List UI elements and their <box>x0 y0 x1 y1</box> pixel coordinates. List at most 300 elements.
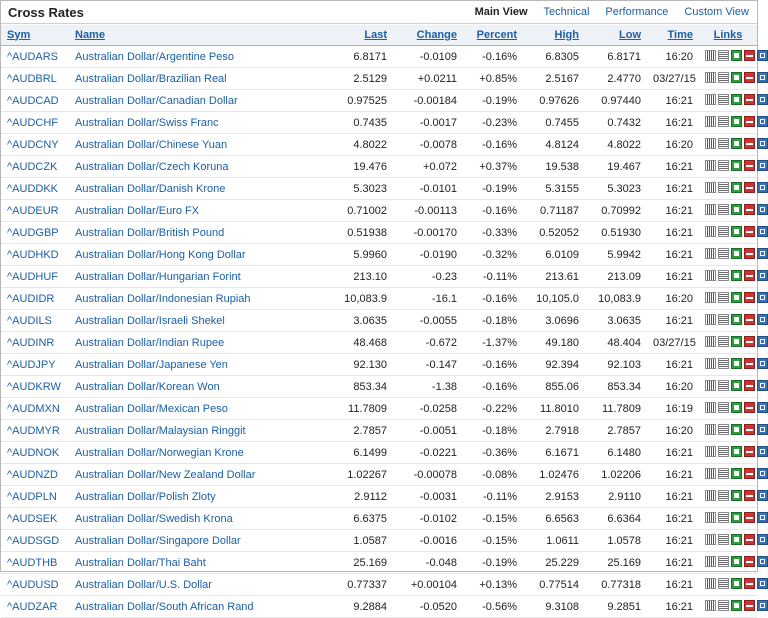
cell-last: 48.468 <box>327 332 393 354</box>
cell-symbol[interactable] <box>1 442 69 464</box>
name-link[interactable]: Australian Dollar/Hong Kong Dollar <box>75 248 246 261</box>
cell-symbol[interactable] <box>1 552 69 574</box>
symbol-link[interactable]: ^AUDZAR <box>7 600 58 613</box>
quote-green-icon[interactable] <box>731 578 742 589</box>
cell-high: 25.229 <box>523 552 585 574</box>
cell-low: 19.467 <box>585 156 647 178</box>
options-blue-icon[interactable] <box>757 94 768 105</box>
news-icon[interactable] <box>718 512 729 523</box>
chart-icon[interactable] <box>705 116 716 127</box>
alert-red-icon[interactable] <box>744 292 755 303</box>
news-icon[interactable] <box>718 270 729 281</box>
news-icon[interactable] <box>718 116 729 127</box>
cell-low: 92.103 <box>585 354 647 376</box>
name-link[interactable]: Australian Dollar/British Pound <box>75 226 225 239</box>
news-icon[interactable] <box>718 380 729 391</box>
view-tab-custom-view[interactable]: Custom View <box>684 6 749 18</box>
quote-green-icon[interactable] <box>731 534 742 545</box>
name-link[interactable]: Australian Dollar/Polish Zloty <box>75 490 216 503</box>
options-blue-icon[interactable] <box>757 512 768 523</box>
alert-red-icon[interactable] <box>744 314 755 325</box>
view-tab-technical[interactable]: Technical <box>543 6 590 18</box>
cell-links <box>699 464 757 486</box>
name-link[interactable]: Australian Dollar/Malaysian Ringgit <box>75 424 246 437</box>
name-link[interactable]: Australian Dollar/Indian Rupee <box>75 336 225 349</box>
quote-green-icon[interactable] <box>731 270 742 281</box>
news-icon[interactable] <box>718 226 729 237</box>
cell-last: 0.51938 <box>327 222 393 244</box>
quote-green-icon[interactable] <box>731 358 742 369</box>
column-header-links[interactable] <box>699 25 757 46</box>
symbol-link[interactable]: ^AUDINR <box>7 336 55 349</box>
link-icon-set <box>705 182 768 193</box>
chart-icon[interactable] <box>705 72 716 83</box>
column-header-name[interactable] <box>69 25 327 46</box>
symbol-link[interactable]: ^AUDNZD <box>7 468 58 481</box>
options-blue-icon[interactable] <box>757 204 768 215</box>
news-icon[interactable] <box>718 534 729 545</box>
cell-name[interactable] <box>69 134 327 156</box>
cell-percent: -0.36% <box>463 442 523 464</box>
symbol-link[interactable]: ^AUDDKK <box>7 182 59 195</box>
quote-green-icon[interactable] <box>731 72 742 83</box>
column-header-high[interactable] <box>523 25 585 46</box>
chart-icon[interactable] <box>705 556 716 567</box>
column-header-time[interactable] <box>647 25 699 46</box>
news-icon[interactable] <box>718 556 729 567</box>
chart-icon[interactable] <box>705 138 716 149</box>
cell-change: -0.0031 <box>393 486 463 508</box>
alert-red-icon[interactable] <box>744 226 755 237</box>
options-blue-icon[interactable] <box>757 402 768 413</box>
chart-icon[interactable] <box>705 204 716 215</box>
alert-red-icon[interactable] <box>744 578 755 589</box>
alert-red-icon[interactable] <box>744 380 755 391</box>
table-row <box>1 266 757 288</box>
cell-symbol[interactable] <box>1 596 69 618</box>
table-header-row <box>1 25 757 46</box>
symbol-link[interactable]: ^AUDBRL <box>7 72 57 85</box>
cell-symbol[interactable] <box>1 134 69 156</box>
link-icon-set <box>705 512 768 523</box>
alert-red-icon[interactable] <box>744 468 755 479</box>
options-blue-icon[interactable] <box>757 600 768 611</box>
name-link[interactable]: Australian Dollar/Mexican Peso <box>75 402 228 415</box>
news-icon[interactable] <box>718 402 729 413</box>
alert-red-icon[interactable] <box>744 446 755 457</box>
options-blue-icon[interactable] <box>757 336 768 347</box>
name-link[interactable]: Australian Dollar/Danish Krone <box>75 182 226 195</box>
alert-red-icon[interactable] <box>744 336 755 347</box>
cell-low: 1.0578 <box>585 530 647 552</box>
alert-red-icon[interactable] <box>744 402 755 413</box>
quote-green-icon[interactable] <box>731 204 742 215</box>
options-blue-icon[interactable] <box>757 424 768 435</box>
options-blue-icon[interactable] <box>757 182 768 193</box>
name-link[interactable]: Australian Dollar/Czech Koruna <box>75 160 229 173</box>
chart-icon[interactable] <box>705 534 716 545</box>
cell-name[interactable] <box>69 178 327 200</box>
symbol-link[interactable]: ^AUDMYR <box>7 424 60 437</box>
cell-name[interactable] <box>69 112 327 134</box>
name-link[interactable]: Australian Dollar/Canadian Dollar <box>75 94 238 107</box>
alert-red-icon[interactable] <box>744 358 755 369</box>
quote-green-icon[interactable] <box>731 380 742 391</box>
column-header-low[interactable] <box>585 25 647 46</box>
name-link[interactable]: Australian Dollar/Swedish Krona <box>75 512 233 525</box>
cell-links <box>699 134 757 156</box>
cell-name[interactable] <box>69 46 327 68</box>
cell-name[interactable] <box>69 200 327 222</box>
options-blue-icon[interactable] <box>757 534 768 545</box>
cell-name[interactable] <box>69 486 327 508</box>
chart-icon[interactable] <box>705 292 716 303</box>
cell-name[interactable] <box>69 354 327 376</box>
quote-green-icon[interactable] <box>731 446 742 457</box>
cell-name[interactable] <box>69 596 327 618</box>
cell-symbol[interactable] <box>1 354 69 376</box>
cell-change: -0.0055 <box>393 310 463 332</box>
chart-icon[interactable] <box>705 182 716 193</box>
cell-symbol[interactable] <box>1 332 69 354</box>
quote-green-icon[interactable] <box>731 314 742 325</box>
name-link[interactable]: Australian Dollar/Norwegian Krone <box>75 446 244 459</box>
cell-symbol[interactable] <box>1 90 69 112</box>
chart-icon[interactable] <box>705 270 716 281</box>
news-icon[interactable] <box>718 94 729 105</box>
symbol-link[interactable]: ^AUDILS <box>7 314 52 327</box>
cell-percent: -0.16% <box>463 354 523 376</box>
cell-symbol[interactable] <box>1 112 69 134</box>
chart-icon[interactable] <box>705 226 716 237</box>
cell-name[interactable] <box>69 376 327 398</box>
options-blue-icon[interactable] <box>757 50 768 61</box>
quote-green-icon[interactable] <box>731 160 742 171</box>
options-blue-icon[interactable] <box>757 490 768 501</box>
cell-name[interactable] <box>69 508 327 530</box>
cell-name[interactable] <box>69 222 327 244</box>
alert-red-icon[interactable] <box>744 160 755 171</box>
cell-low: 1.02206 <box>585 464 647 486</box>
cell-symbol[interactable] <box>1 222 69 244</box>
news-icon[interactable] <box>718 248 729 259</box>
cell-low: 25.169 <box>585 552 647 574</box>
news-icon[interactable] <box>718 424 729 435</box>
alert-red-icon[interactable] <box>744 72 755 83</box>
chart-icon[interactable] <box>705 600 716 611</box>
symbol-link[interactable]: ^AUDJPY <box>7 358 56 371</box>
quote-green-icon[interactable] <box>731 336 742 347</box>
alert-red-icon[interactable] <box>744 204 755 215</box>
quote-green-icon[interactable] <box>731 424 742 435</box>
symbol-link[interactable]: ^AUDARS <box>7 50 59 63</box>
quote-green-icon[interactable] <box>731 138 742 149</box>
cell-name[interactable] <box>69 420 327 442</box>
chart-icon[interactable] <box>705 402 716 413</box>
link-icon-set <box>705 314 768 325</box>
symbol-link[interactable]: ^AUDCNY <box>7 138 59 151</box>
cell-last: 0.77337 <box>327 574 393 596</box>
cell-high: 9.3108 <box>523 596 585 618</box>
cell-low: 0.7432 <box>585 112 647 134</box>
options-blue-icon[interactable] <box>757 314 768 325</box>
name-link[interactable]: Australian Dollar/South African Rand <box>75 600 254 613</box>
cell-symbol[interactable] <box>1 486 69 508</box>
name-link[interactable]: Australian Dollar/Argentine Peso <box>75 50 234 63</box>
cell-name[interactable] <box>69 244 327 266</box>
options-blue-icon[interactable] <box>757 116 768 127</box>
chart-icon[interactable] <box>705 50 716 61</box>
name-link[interactable]: Australian Dollar/Israeli Shekel <box>75 314 225 327</box>
cell-percent: -0.19% <box>463 178 523 200</box>
cell-links <box>699 244 757 266</box>
symbol-link[interactable]: ^AUDIDR <box>7 292 55 305</box>
options-blue-icon[interactable] <box>757 468 768 479</box>
column-header-percent[interactable] <box>463 25 523 46</box>
column-header-change[interactable] <box>393 25 463 46</box>
options-blue-icon[interactable] <box>757 556 768 567</box>
cell-symbol[interactable] <box>1 376 69 398</box>
symbol-link[interactable]: ^AUDSEK <box>7 512 58 525</box>
cell-symbol[interactable] <box>1 310 69 332</box>
cell-name[interactable] <box>69 552 327 574</box>
quote-green-icon[interactable] <box>731 556 742 567</box>
cell-high: 6.8305 <box>523 46 585 68</box>
symbol-link[interactable]: ^AUDKRW <box>7 380 61 393</box>
options-blue-icon[interactable] <box>757 226 768 237</box>
news-icon[interactable] <box>718 578 729 589</box>
column-header-label: Percent <box>476 28 517 41</box>
cell-last: 0.97525 <box>327 90 393 112</box>
news-icon[interactable] <box>718 50 729 61</box>
chart-icon[interactable] <box>705 512 716 523</box>
news-icon[interactable] <box>718 314 729 325</box>
cell-name[interactable] <box>69 464 327 486</box>
cell-symbol[interactable] <box>1 46 69 68</box>
cell-symbol[interactable] <box>1 68 69 90</box>
chart-icon[interactable] <box>705 446 716 457</box>
table-row <box>1 420 757 442</box>
cell-low: 2.4770 <box>585 68 647 90</box>
name-link[interactable]: Australian Dollar/Chinese Yuan <box>75 138 228 151</box>
cell-last: 2.5129 <box>327 68 393 90</box>
options-blue-icon[interactable] <box>757 72 768 83</box>
alert-red-icon[interactable] <box>744 248 755 259</box>
news-icon[interactable] <box>718 600 729 611</box>
quote-green-icon[interactable] <box>731 490 742 501</box>
news-icon[interactable] <box>718 490 729 501</box>
quote-green-icon[interactable] <box>731 248 742 259</box>
news-icon[interactable] <box>718 160 729 171</box>
symbol-link[interactable]: ^AUDTHB <box>7 556 58 569</box>
link-icon-set <box>705 380 768 391</box>
link-icon-set <box>705 336 768 347</box>
cell-symbol[interactable] <box>1 530 69 552</box>
view-tab-main-view[interactable]: Main View <box>474 6 528 18</box>
cell-change: -0.00113 <box>393 200 463 222</box>
chart-icon[interactable] <box>705 424 716 435</box>
symbol-link[interactable]: ^AUDMXN <box>7 402 60 415</box>
cell-name[interactable] <box>69 530 327 552</box>
cell-symbol[interactable] <box>1 288 69 310</box>
cell-time: 16:20 <box>647 420 699 442</box>
symbol-link[interactable]: ^AUDCAD <box>7 94 59 107</box>
name-link[interactable]: Australian Dollar/Euro FX <box>75 204 200 217</box>
name-link[interactable]: Australian Dollar/Hungarian Forint <box>75 270 241 283</box>
cell-name[interactable] <box>69 574 327 596</box>
chart-icon[interactable] <box>705 578 716 589</box>
symbol-link[interactable]: ^AUDHUF <box>7 270 58 283</box>
table-row <box>1 310 757 332</box>
name-link[interactable]: Australian Dollar/Thai Baht <box>75 556 206 569</box>
cell-name[interactable] <box>69 68 327 90</box>
alert-red-icon[interactable] <box>744 424 755 435</box>
alert-red-icon[interactable] <box>744 270 755 281</box>
column-header-sym[interactable] <box>1 25 69 46</box>
cell-symbol[interactable] <box>1 420 69 442</box>
cell-percent: -0.33% <box>463 222 523 244</box>
cell-time: 16:21 <box>647 200 699 222</box>
symbol-link[interactable]: ^AUDCHF <box>7 116 58 129</box>
column-header-label: Links <box>713 28 743 41</box>
alert-red-icon[interactable] <box>744 512 755 523</box>
quote-green-icon[interactable] <box>731 116 742 127</box>
cell-time: 16:21 <box>647 442 699 464</box>
quote-green-icon[interactable] <box>731 292 742 303</box>
options-blue-icon[interactable] <box>757 578 768 589</box>
cell-time: 16:21 <box>647 90 699 112</box>
cell-name[interactable] <box>69 332 327 354</box>
options-blue-icon[interactable] <box>757 138 768 149</box>
name-link[interactable]: Australian Dollar/Swiss Franc <box>75 116 219 129</box>
cell-name[interactable] <box>69 310 327 332</box>
name-link[interactable]: Australian Dollar/Singapore Dollar <box>75 534 241 547</box>
cell-name[interactable] <box>69 442 327 464</box>
news-icon[interactable] <box>718 138 729 149</box>
options-blue-icon[interactable] <box>757 270 768 281</box>
cell-links <box>699 508 757 530</box>
chart-icon[interactable] <box>705 380 716 391</box>
cell-name[interactable] <box>69 398 327 420</box>
cell-links <box>699 530 757 552</box>
symbol-link[interactable]: ^AUDEUR <box>7 204 59 217</box>
options-blue-icon[interactable] <box>757 248 768 259</box>
chart-icon[interactable] <box>705 336 716 347</box>
cell-symbol[interactable] <box>1 200 69 222</box>
alert-red-icon[interactable] <box>744 116 755 127</box>
cell-links <box>699 310 757 332</box>
table-row <box>1 178 757 200</box>
chart-icon[interactable] <box>705 314 716 325</box>
quote-green-icon[interactable] <box>731 512 742 523</box>
alert-red-icon[interactable] <box>744 600 755 611</box>
cell-percent: -0.23% <box>463 112 523 134</box>
cell-time: 16:21 <box>647 310 699 332</box>
name-link[interactable]: Australian Dollar/Indonesian Rupiah <box>75 292 251 305</box>
options-blue-icon[interactable] <box>757 292 768 303</box>
chart-icon[interactable] <box>705 358 716 369</box>
link-icon-set <box>705 226 768 237</box>
chart-icon[interactable] <box>705 160 716 171</box>
chart-icon[interactable] <box>705 468 716 479</box>
options-blue-icon[interactable] <box>757 380 768 391</box>
symbol-link[interactable]: ^AUDNOK <box>7 446 60 459</box>
cell-low: 11.7809 <box>585 398 647 420</box>
options-blue-icon[interactable] <box>757 358 768 369</box>
quote-green-icon[interactable] <box>731 600 742 611</box>
cell-symbol[interactable] <box>1 574 69 596</box>
cell-name[interactable] <box>69 288 327 310</box>
cell-symbol[interactable] <box>1 266 69 288</box>
alert-red-icon[interactable] <box>744 490 755 501</box>
cell-symbol[interactable] <box>1 464 69 486</box>
quote-green-icon[interactable] <box>731 402 742 413</box>
cell-change: -0.00170 <box>393 222 463 244</box>
cell-symbol[interactable] <box>1 398 69 420</box>
cell-symbol[interactable] <box>1 156 69 178</box>
name-link[interactable]: Australian Dollar/New Zealand Dollar <box>75 468 256 481</box>
cell-name[interactable] <box>69 156 327 178</box>
cell-last: 1.0587 <box>327 530 393 552</box>
options-blue-icon[interactable] <box>757 446 768 457</box>
name-link[interactable]: Australian Dollar/Brazilian Real <box>75 72 227 85</box>
cell-high: 2.9153 <box>523 486 585 508</box>
news-icon[interactable] <box>718 358 729 369</box>
cell-time: 16:21 <box>647 464 699 486</box>
alert-red-icon[interactable] <box>744 94 755 105</box>
cell-name[interactable] <box>69 90 327 112</box>
column-header-last[interactable] <box>327 25 393 46</box>
view-tab-performance[interactable]: Performance <box>605 6 669 18</box>
quote-green-icon[interactable] <box>731 226 742 237</box>
news-icon[interactable] <box>718 468 729 479</box>
symbol-link[interactable]: ^AUDSGD <box>7 534 60 547</box>
symbol-link[interactable]: ^AUDUSD <box>7 578 59 591</box>
news-icon[interactable] <box>718 292 729 303</box>
chart-icon[interactable] <box>705 248 716 259</box>
cell-symbol[interactable] <box>1 178 69 200</box>
cell-high: 2.7918 <box>523 420 585 442</box>
chart-icon[interactable] <box>705 94 716 105</box>
news-icon[interactable] <box>718 182 729 193</box>
cell-symbol[interactable] <box>1 244 69 266</box>
alert-red-icon[interactable] <box>744 182 755 193</box>
name-link[interactable]: Australian Dollar/U.S. Dollar <box>75 578 212 591</box>
symbol-link[interactable]: ^AUDGBP <box>7 226 59 239</box>
cell-name[interactable] <box>69 266 327 288</box>
alert-red-icon[interactable] <box>744 50 755 61</box>
name-link[interactable]: Australian Dollar/Japanese Yen <box>75 358 228 371</box>
symbol-link[interactable]: ^AUDHKD <box>7 248 59 261</box>
symbol-link[interactable]: ^AUDCZK <box>7 160 58 173</box>
quote-green-icon[interactable] <box>731 94 742 105</box>
news-icon[interactable] <box>718 336 729 347</box>
quote-green-icon[interactable] <box>731 468 742 479</box>
alert-red-icon[interactable] <box>744 556 755 567</box>
quote-green-icon[interactable] <box>731 182 742 193</box>
symbol-link[interactable]: ^AUDPLN <box>7 490 57 503</box>
alert-red-icon[interactable] <box>744 138 755 149</box>
cell-symbol[interactable] <box>1 508 69 530</box>
news-icon[interactable] <box>718 446 729 457</box>
news-icon[interactable] <box>718 204 729 215</box>
news-icon[interactable] <box>718 72 729 83</box>
options-blue-icon[interactable] <box>757 160 768 171</box>
quote-green-icon[interactable] <box>731 50 742 61</box>
name-link[interactable]: Australian Dollar/Korean Won <box>75 380 220 393</box>
chart-icon[interactable] <box>705 490 716 501</box>
alert-red-icon[interactable] <box>744 534 755 545</box>
